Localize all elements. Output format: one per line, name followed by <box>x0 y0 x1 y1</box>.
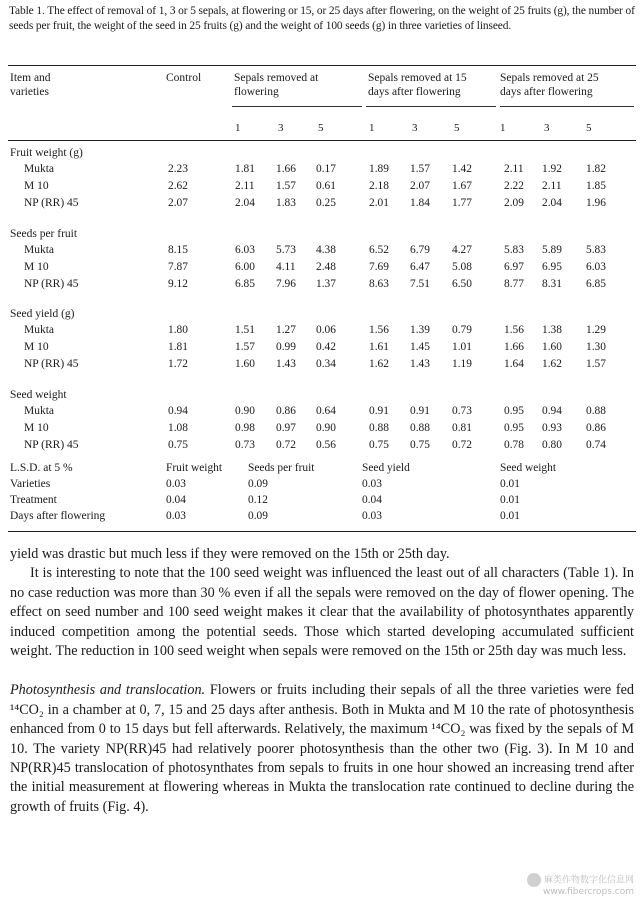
table-cell: 1.96 <box>586 197 606 209</box>
lsd-cell: 0.09 <box>248 478 268 490</box>
table-cell: 1.66 <box>504 341 524 353</box>
table-cell: 2.11 <box>235 180 255 192</box>
group-label: Seeds per fruit <box>10 228 78 240</box>
table-cell: 6.97 <box>504 261 524 273</box>
table-cell: 0.79 <box>452 324 472 336</box>
table-cell: 0.06 <box>316 324 336 336</box>
table-cell: 1.45 <box>410 341 430 353</box>
paragraph: It is interesting to note that the 100 seed weight was influenced the least out of all characters (Table 1). In no case reduction was more than 30 % even if all the sepals were removed on the day of flower opening. The effect on seed number and 100 seed weight makes it clear that the availability of photosynthates apparently induced competition among the potential seeds. Those which started developing accumulated sufficient weight. The reduction in 100 seed weight when sepals were removed on the 15th or 25th day was much less. <box>10 565 634 660</box>
table-cell: 0.64 <box>316 405 336 417</box>
watermark: 麻类作物数字化信息网 www.fibercrops.com <box>527 873 634 898</box>
table-cell: 0.86 <box>276 405 296 417</box>
table-cell: 6.85 <box>586 278 606 290</box>
table-cell: 1.81 <box>168 341 188 353</box>
table-cell: 1.80 <box>168 324 188 336</box>
header-control: Control <box>166 72 202 84</box>
table-cell: 1.92 <box>542 163 562 175</box>
table-cell: 0.91 <box>410 405 430 417</box>
table-cell: 6.95 <box>542 261 562 273</box>
lsd-column-header: Seed yield <box>362 462 410 474</box>
table-cell: 6.47 <box>410 261 430 273</box>
variety-label: M 10 <box>24 261 49 273</box>
table-cell: 8.63 <box>369 278 389 290</box>
table-cell: 7.96 <box>276 278 296 290</box>
table-cell: 0.25 <box>316 197 336 209</box>
table-cell: 8.31 <box>542 278 562 290</box>
table-cell: 6.03 <box>235 244 255 256</box>
table-cell: 0.93 <box>542 422 562 434</box>
variety-label: NP (RR) 45 <box>24 439 79 451</box>
table-cell: 1.67 <box>452 180 472 192</box>
table-cell: 0.78 <box>504 439 524 451</box>
lsd-column-header: Seed weight <box>500 462 556 474</box>
lsd-cell: 0.09 <box>248 510 268 522</box>
table-cell: 0.74 <box>586 439 606 451</box>
header-group-25-days: Sepals removed at 25 days after flowering <box>500 72 599 98</box>
table-cell: 2.04 <box>235 197 255 209</box>
table-cell: 7.87 <box>168 261 188 273</box>
table-cell: 0.91 <box>369 405 389 417</box>
table-cell: 1.72 <box>168 358 188 370</box>
table-cell: 1.85 <box>586 180 606 192</box>
table-cell: 0.90 <box>316 422 336 434</box>
table-cell: 0.98 <box>235 422 255 434</box>
table-cell: 4.11 <box>276 261 296 273</box>
lsd-cell: 0.12 <box>248 494 268 506</box>
table-cell: 0.75 <box>410 439 430 451</box>
subcolumn-header: 1 <box>369 122 375 134</box>
table-cell: 2.23 <box>168 163 188 175</box>
subcolumn-header: 3 <box>278 122 284 134</box>
paragraph <box>10 681 634 817</box>
table-cell: 1.57 <box>586 358 606 370</box>
table-cell: 0.72 <box>276 439 296 451</box>
table-cell: 8.77 <box>504 278 524 290</box>
table-cell: 1.82 <box>586 163 606 175</box>
header-item: Item and varieties <box>10 72 51 98</box>
table-caption: Table 1. The effect of removal of 1, 3 or 5 sepals, at flowering or 15, or 25 days after flowering, on the weight of 25 fruits (g), the number of seeds per fruit, the weight of the seed in 25 fruits (g) and the weight of 100 seeds (g) in three varieties of linseed. <box>9 5 635 32</box>
table-cell: 1.57 <box>276 180 296 192</box>
table-cell: 2.48 <box>316 261 336 273</box>
table-cell: 9.12 <box>168 278 188 290</box>
table-cell: 0.17 <box>316 163 336 175</box>
subcolumn-header: 5 <box>318 122 324 134</box>
table-cell: 1.89 <box>369 163 389 175</box>
table-cell: 1.38 <box>542 324 562 336</box>
table-cell: 1.77 <box>452 197 472 209</box>
table-cell: 0.95 <box>504 422 524 434</box>
subcolumn-header: 5 <box>586 122 592 134</box>
table-cell: 1.56 <box>504 324 524 336</box>
variety-label: NP (RR) 45 <box>24 197 79 209</box>
table-cell: 4.38 <box>316 244 336 256</box>
subcolumn-header: 3 <box>544 122 550 134</box>
table-cell: 7.69 <box>369 261 389 273</box>
table-cell: 1.62 <box>369 358 389 370</box>
table-cell: 1.66 <box>276 163 296 175</box>
group-underline <box>366 106 496 107</box>
paragraph-text: Flowers or fruits including their sepals of all the three varieties were fed ¹⁴CO₂ in a chamber at 0, 7, 15 and 25 days after anthesis. Both in Mukta and M 10 the rate of photosynthesis enhanced from 0 to 15 days but fell afterwards. Relatively, the maximum ¹⁴CO₂ was fixed by the sepals of M 10. The variety NP(RR)45 had relatively poorer photosynthesis than the other two (Fig. 3). In M 10 and NP(RR)45 translocation of photosynthates from sepals to fruits in one hour showed an increasing trend after the initial measurement at flowering whereas in Mukta the translocation rate continued to decline during the growth of fruits (Fig. 4). <box>10 682 634 815</box>
variety-label: NP (RR) 45 <box>24 358 79 370</box>
variety-label: NP (RR) 45 <box>24 278 79 290</box>
table-cell: 1.51 <box>235 324 255 336</box>
table-cell: 2.07 <box>168 197 188 209</box>
table-cell: 2.09 <box>504 197 524 209</box>
table-cell: 6.52 <box>369 244 389 256</box>
table-cell: 2.18 <box>369 180 389 192</box>
table-cell: 1.43 <box>410 358 430 370</box>
table-cell: 6.85 <box>235 278 255 290</box>
table-cell: 1.60 <box>235 358 255 370</box>
table-cell: 1.56 <box>369 324 389 336</box>
table-cell: 0.56 <box>316 439 336 451</box>
group-underline <box>232 106 362 107</box>
subcolumn-header: 1 <box>500 122 506 134</box>
table-cell: 1.08 <box>168 422 188 434</box>
lsd-cell: 0.03 <box>362 510 382 522</box>
section-heading: Photosynthesis and translocation. <box>10 682 206 699</box>
table-cell: 5.08 <box>452 261 472 273</box>
table-cell: 2.11 <box>542 180 562 192</box>
table-cell: 0.99 <box>276 341 296 353</box>
lsd-cell: 0.01 <box>500 510 520 522</box>
table-cell: 0.72 <box>452 439 472 451</box>
table-cell: 0.88 <box>369 422 389 434</box>
table-cell: 2.11 <box>504 163 524 175</box>
table-cell: 1.42 <box>452 163 472 175</box>
table-cell: 1.64 <box>504 358 524 370</box>
header-group-flowering: Sepals removed at flowering <box>234 72 319 98</box>
group-label: Seed weight <box>10 389 67 401</box>
lsd-cell: 0.03 <box>166 478 186 490</box>
table-cell: 1.81 <box>235 163 255 175</box>
table-cell: 6.00 <box>235 261 255 273</box>
table-cell: 4.27 <box>452 244 472 256</box>
paragraph: yield was drastic but much less if they were removed on the 15th or 25th day. <box>10 546 450 562</box>
table-cell: 1.39 <box>410 324 430 336</box>
table-cell: 2.07 <box>410 180 430 192</box>
table-cell: 0.61 <box>316 180 336 192</box>
table-cell: 0.80 <box>542 439 562 451</box>
table-cell: 0.94 <box>542 405 562 417</box>
table-cell: 6.03 <box>586 261 606 273</box>
table-cell: 5.73 <box>276 244 296 256</box>
lsd-cell: 0.03 <box>166 510 186 522</box>
table-bottom-rule <box>8 531 636 532</box>
table-cell: 0.73 <box>452 405 472 417</box>
table-cell: 0.75 <box>369 439 389 451</box>
table-cell: 2.04 <box>542 197 562 209</box>
table-cell: 5.83 <box>586 244 606 256</box>
table-cell: 1.61 <box>369 341 389 353</box>
variety-label: M 10 <box>24 422 49 434</box>
lsd-row-label: Treatment <box>10 494 57 506</box>
subcolumn-header: 3 <box>412 122 418 134</box>
subcolumn-header: 1 <box>235 122 241 134</box>
variety-label: Mukta <box>24 244 55 256</box>
variety-label: M 10 <box>24 180 49 192</box>
header-group-15-days: Sepals removed at 15 days after flowering <box>368 72 467 98</box>
table-cell: 0.95 <box>504 405 524 417</box>
table-cell: 0.86 <box>586 422 606 434</box>
table-cell: 1.83 <box>276 197 296 209</box>
variety-label: Mukta <box>24 163 55 175</box>
table-cell: 6.50 <box>452 278 472 290</box>
lsd-cell: 0.01 <box>500 478 520 490</box>
variety-label: M 10 <box>24 341 49 353</box>
lsd-cell: 0.04 <box>166 494 186 506</box>
group-label: Fruit weight (g) <box>10 147 83 159</box>
table-cell: 0.81 <box>452 422 472 434</box>
table-cell: 1.29 <box>586 324 606 336</box>
table-cell: 0.88 <box>410 422 430 434</box>
lsd-column-header: Seeds per fruit <box>248 462 315 474</box>
table-cell: 0.90 <box>235 405 255 417</box>
lsd-cell: 0.04 <box>362 494 382 506</box>
group-underline <box>500 106 634 107</box>
lsd-cell: 0.01 <box>500 494 520 506</box>
table-cell: 2.22 <box>504 180 524 192</box>
table-cell: 0.42 <box>316 341 336 353</box>
body-text <box>10 545 634 817</box>
table-cell: 0.73 <box>235 439 255 451</box>
variety-label: Mukta <box>24 405 55 417</box>
table-cell: 1.01 <box>452 341 472 353</box>
lsd-row-label: Varieties <box>10 478 51 490</box>
table-cell: 1.57 <box>235 341 255 353</box>
table-cell: 1.19 <box>452 358 472 370</box>
table-cell: 2.62 <box>168 180 188 192</box>
table-cell: 1.43 <box>276 358 296 370</box>
table-cell: 1.37 <box>316 278 336 290</box>
watermark-logo-icon <box>527 873 541 887</box>
lsd-cell: 0.03 <box>362 478 382 490</box>
table-cell: 5.83 <box>504 244 524 256</box>
lsd-column-header: Fruit weight <box>166 462 223 474</box>
table-cell: 1.60 <box>542 341 562 353</box>
table-cell: 1.27 <box>276 324 296 336</box>
table-cell: 0.75 <box>168 439 188 451</box>
table-cell: 0.34 <box>316 358 336 370</box>
header-bottom-rule <box>8 140 636 141</box>
table-cell: 5.89 <box>542 244 562 256</box>
lsd-title: L.S.D. at 5 % <box>10 462 73 474</box>
table-cell: 1.30 <box>586 341 606 353</box>
table-cell: 0.94 <box>168 405 188 417</box>
table-cell: 7.51 <box>410 278 430 290</box>
table-cell: 1.84 <box>410 197 430 209</box>
lsd-row-label: Days after flowering <box>10 510 106 522</box>
variety-label: Mukta <box>24 324 55 336</box>
table-cell: 0.88 <box>586 405 606 417</box>
table-cell: 1.62 <box>542 358 562 370</box>
table-cell: 8.15 <box>168 244 188 256</box>
subcolumn-header: 5 <box>454 122 460 134</box>
table-cell: 2.01 <box>369 197 389 209</box>
table-cell: 1.57 <box>410 163 430 175</box>
table-top-rule <box>8 65 636 66</box>
group-label: Seed yield (g) <box>10 308 75 320</box>
table-cell: 6.79 <box>410 244 430 256</box>
table-cell: 0.97 <box>276 422 296 434</box>
